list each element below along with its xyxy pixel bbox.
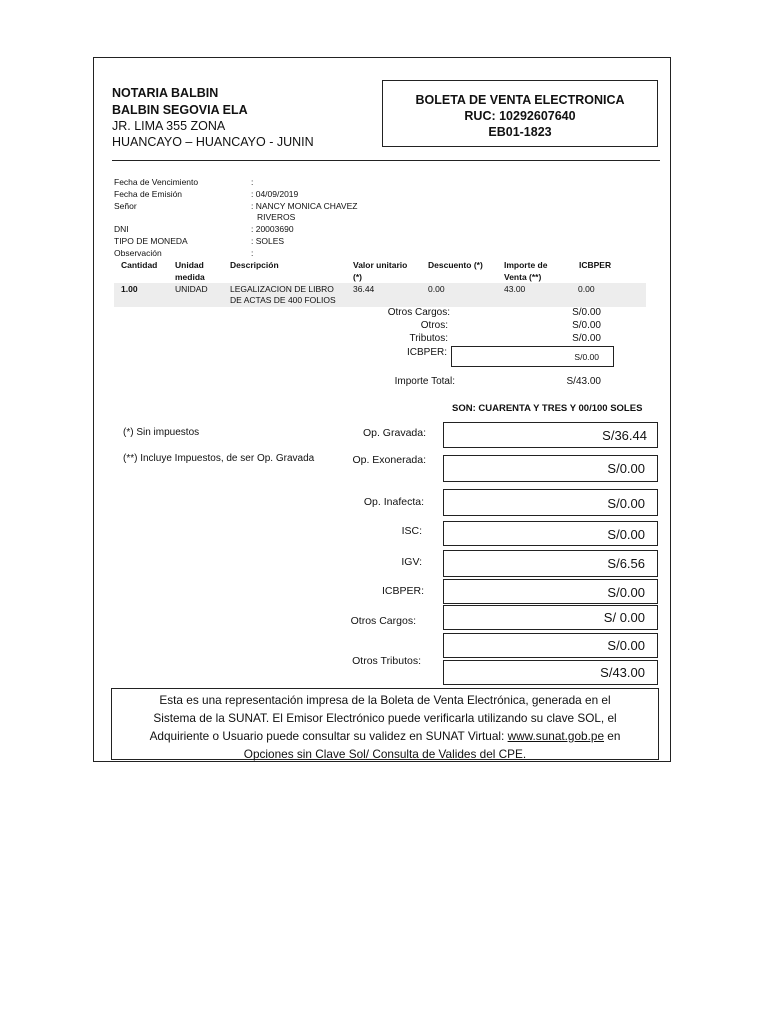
otros-cargos-label: Otros Cargos: (350, 615, 416, 627)
inafecta-box (443, 489, 658, 516)
footer-line-3 (112, 727, 658, 745)
sunat-link[interactable]: www.sunat.gob.pe (507, 729, 605, 743)
col-cantidad: Cantidad (121, 260, 158, 270)
igv-box (443, 550, 658, 577)
sum-icbper-label: ICBPER: (406, 347, 447, 358)
exonerada-label: Op. Exonerada: (352, 454, 426, 466)
amount-in-words: SON: CUARENTA Y TRES Y 00/100 SOLES (452, 403, 643, 414)
currency-label: TIPO DE MONEDA (114, 236, 188, 246)
sum-tributos-label: Tributos: (409, 333, 448, 344)
grand-total-box (443, 660, 658, 685)
igv-label: IGV: (401, 556, 422, 568)
isc-value: S/0.00 (607, 527, 645, 542)
otros-tributos-value: S/0.00 (607, 638, 645, 653)
icbper-total-label: ICBPER: (381, 585, 424, 597)
otros-tributos-label: Otros Tributos: (352, 655, 421, 667)
inafecta-value: S/0.00 (607, 496, 645, 511)
dni-label: DNI (114, 224, 129, 234)
document-ruc: RUC: 10292607640 (464, 109, 576, 123)
sum-total-value: S/43.00 (566, 376, 601, 387)
footer-notice (111, 688, 659, 760)
isc-box (443, 521, 658, 546)
note-incluye-impuestos: (**) Incluye Impuestos, de ser Op. Gravada (123, 453, 315, 464)
otros-cargos-box (443, 605, 658, 630)
sum-otros-cargos-label: Otros Cargos: (387, 307, 450, 318)
issuer-name: NOTARIA BALBIN (112, 86, 219, 100)
issuer-address-1: JR. LIMA 355 ZONA (112, 119, 226, 133)
row-unidad: UNIDAD (175, 284, 208, 294)
customer-value-cont: RIVEROS (257, 212, 296, 222)
col-valor: Valor unitario (353, 260, 408, 270)
issue-date-value: : 04/09/2019 (251, 189, 299, 199)
gravada-box (443, 422, 658, 448)
currency-value: : SOLES (251, 236, 285, 246)
issue-date-label: Fecha de Emisión (114, 189, 183, 199)
due-date-value: : (251, 177, 254, 187)
document-type-box (382, 80, 658, 147)
row-icbper: 0.00 (578, 284, 595, 294)
row-cantidad: 1.00 (121, 284, 138, 294)
col-unidad: Unidad (175, 260, 204, 270)
row-descripcion-cont: DE ACTAS DE 400 FOLIOS (230, 295, 336, 305)
col-descripcion: Descripción (230, 260, 279, 270)
sum-otros-cargos-value: S/0.00 (572, 307, 601, 318)
sum-otros-label: Otros: (420, 320, 448, 331)
sum-otros-value: S/0.00 (572, 320, 601, 331)
observation-label: Observación (114, 248, 162, 258)
dni-value: : 20003690 (251, 224, 294, 234)
document-number: EB01-1823 (488, 125, 552, 139)
inafecta-label: Op. Inafecta: (363, 496, 424, 508)
document-type: BOLETA DE VENTA ELECTRONICA (415, 93, 625, 107)
note-sin-impuestos: (*) Sin impuestos (123, 427, 200, 438)
footer-line-1: Esta es una representación impresa de la Boleta de Venta Electrónica, generada en el (159, 693, 611, 707)
col-icbper: ICBPER (579, 260, 612, 270)
footer-line-3-pre: Adquiriente o Usuario puede consultar su validez en SUNAT Virtual: (149, 729, 508, 743)
igv-value: S/6.56 (607, 556, 645, 571)
col-importe-2: Venta (**) (504, 272, 542, 282)
exonerada-value: S/0.00 (607, 461, 645, 476)
row-valor: 36.44 (353, 284, 375, 294)
col-importe: Importe de (504, 260, 548, 270)
grand-total-value: S/43.00 (600, 665, 645, 680)
customer-label: Señor (114, 201, 137, 211)
isc-label: ISC: (401, 525, 422, 537)
row-importe: 43.00 (504, 284, 526, 294)
otros-tributos-box (443, 633, 658, 658)
due-date-label: Fecha de Vencimiento (114, 177, 199, 187)
gravada-label: Op. Gravada: (362, 427, 426, 439)
row-descripcion: LEGALIZACION DE LIBRO (230, 284, 334, 294)
row-descuento: 0.00 (428, 284, 445, 294)
otros-cargos-value: S/ 0.00 (603, 610, 645, 625)
icbper-total-box (443, 579, 658, 604)
header-divider (112, 160, 660, 161)
col-unidad-2: medida (175, 272, 205, 282)
exonerada-box (443, 455, 658, 482)
sum-tributos-value: S/0.00 (572, 333, 601, 344)
issuer-address-2: HUANCAYO – HUANCAYO - JUNIN (112, 135, 314, 149)
observation-value: : (251, 248, 254, 258)
footer-line-3-post: en (604, 729, 621, 743)
footer-line-4: Opciones sin Clave Sol/ Consulta de Valides del CPE. (243, 747, 527, 761)
sum-icbper-box (451, 346, 614, 367)
issuer-owner: BALBIN SEGOVIA ELA (112, 103, 248, 117)
footer-line-2: Sistema de la SUNAT. El Emisor Electrónico puede verificarla utilizando su clave SOL, el (153, 711, 617, 725)
icbper-total-value: S/0.00 (607, 585, 645, 600)
table-row (114, 283, 646, 307)
col-descuento: Descuento (*) (428, 260, 483, 270)
gravada-value: S/36.44 (602, 428, 647, 443)
col-valor-2: (*) (353, 272, 362, 282)
sum-total-label: Importe Total: (394, 376, 455, 387)
customer-value: : NANCY MONICA CHAVEZ (251, 201, 358, 211)
sum-icbper-value: S/0.00 (574, 352, 599, 362)
